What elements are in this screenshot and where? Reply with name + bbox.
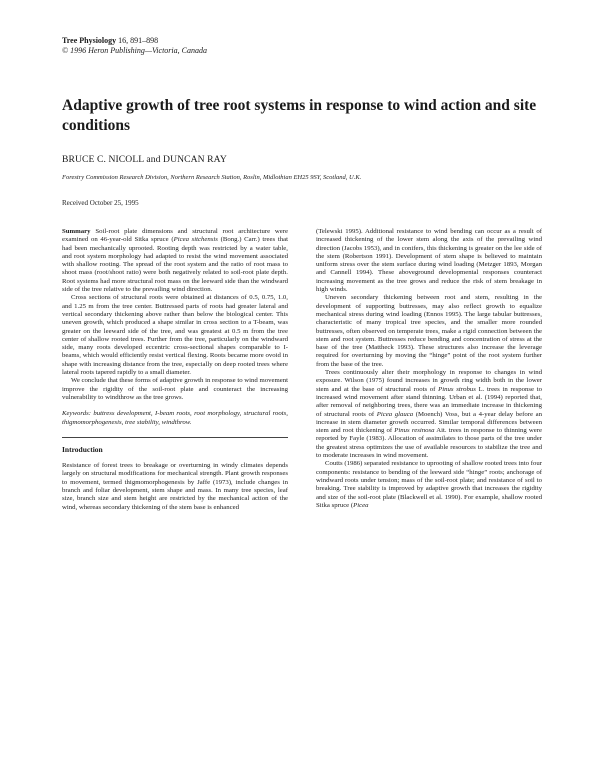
- right-column: [316, 228, 542, 510]
- body-text: Ait. trees in response to thinning were reported by Fayle (1983). Allocation of assimilates to those parts of the tree under the greatest stress optimizes the use of available resources to stabilize the tree and to moderate increases in wind movement.: [316, 427, 543, 460]
- body-text: Trees continuously alter their morphology in response to changes in wind exposure. Wilson (1975) found increases in growth ring width both in the lower stem and at the base of structural roots of: [316, 369, 542, 393]
- left-column: [62, 228, 288, 512]
- introduction-paragraph-1: Resistance of forest trees to breakage or overturning in windy climates depends largely on structural modifications for mechanical strength. Plant growth responses to movement, termed thigmomorphogenesis by Jaffe (1973), include changes in branch and foliar development, stem shape and mass. In many tree species, leaf size, branch size and stem height are restricted by the mechanical action of the wind, whereas secondary thickening of the stem base is enhanced: [62, 462, 288, 511]
- journal-citation: 16, 891–898: [118, 36, 159, 45]
- species-name: Picea glauca: [376, 410, 414, 418]
- section-divider: [62, 437, 288, 438]
- copyright-line: © 1996 Heron Publishing—Victoria, Canada: [62, 46, 207, 55]
- summary-text: (Bong.) Carr.) trees that had been mechanically uprooted. Rooting depth was restricted by a water table, and root system morphology had adapted to resist the wind movement associated with shallow rooting. The spread of the root system and the ratio of root mass to shoot mass (root/shoot ratio) were both negatively related to soil-root plate depth. Root systems had more structural root mass on the leeward side than the windward side of the tree relative to the prevailing wind direction.: [62, 236, 288, 294]
- summary-paragraph-3: We conclude that these forms of adaptive growth in response to wind movement improve the rigidity of the soil-root plate and counteract the increasing vulnerability to windthrow as the tree grows.: [62, 377, 288, 401]
- summary-label: Summary: [62, 228, 91, 235]
- body-paragraph-1: (Telewski 1995). Additional resistance to wind bending can occur as a result of increased thickening of the lower stem along the axis of the prevailing wind direction (Jacobs 1953), and in conifers, this thickening is greater on the lee side of the stem (Robertson 1991). Development of stem shape is believed to maintain uniform stress over the stem surface during wind loading (Metzger 1893, Morgan and Cannell 1994). These aboveground developmental responses counteract increasing movement as the tree grows and reduce the risk of stem breakage in high winds.: [316, 228, 542, 294]
- journal-name: Tree Physiology: [62, 36, 117, 45]
- body-text: Coutts (1986) separated resistance to uprooting of shallow rooted trees into four components: resistance to bending of the leeward side “hinge” roots; anchorage of windward roots under tension; mass of the soil-root plate; and resistance of soil to breaking. Tree stability is improved by adaptive growth that increases the rigidity and size of the soil-root plate (Blackwell et al. 1990). For example, shallow rooted Sitka spruce (: [316, 460, 542, 509]
- species-name: Pinus strobus: [438, 385, 476, 393]
- body-text: L. trees in response to increased wind movement after stand thinning. Urban et al. (1994) reported that, after removal of neighboring trees, there was an immediate increase in thickening of structural roots of: [316, 385, 543, 418]
- body-text: (Moench) Voss, but a 4-year delay before an increase in stem diameter growth occurred. Similar temporal differences between stem and root thickening of: [316, 410, 542, 435]
- authors: BRUCE C. NICOLL and DUNCAN RAY: [62, 154, 227, 165]
- summary-paragraph-1: [62, 228, 288, 294]
- species-name: Pinus resinosa: [394, 427, 435, 435]
- body-paragraph-2: Uneven secondary thickening between root and stem, resulting in the development of supporting buttresses, may also reflect growth to equalize mechanical stress during wind loading (Ennos 1995). The large tabular buttresses, characteristic of many tropical tree species, and the smaller more rounded buttresses, often observed on temperate trees, make a rigid connection between the stem and root system. Buttresses reduce bending and concentration of stress at the base of the tree (Mattheck 1993). These structures also increase the leverage required for overturning by moving the “hinge” point of the root system further from the base of the tree.: [316, 294, 542, 368]
- keywords-text: buttress development, I-beam roots, root morphology, structural roots, thigmomorphogenesis, tree stability, windthrow.: [62, 410, 288, 426]
- summary-text: Soil-root plate dimensions and structural root architecture were examined on 46-year-old Sitka spruce (: [62, 228, 288, 244]
- species-name: Picea sitchensis: [173, 236, 218, 244]
- section-heading-introduction: Introduction: [62, 444, 103, 454]
- journal-header: [62, 36, 207, 56]
- body-paragraph-4: [316, 460, 542, 510]
- keywords: [62, 410, 288, 427]
- paper-title: Adaptive growth of tree root systems in response to wind action and site conditions: [62, 97, 537, 134]
- received-date: Received October 25, 1995: [62, 199, 139, 207]
- affiliation: Forestry Commission Research Division, Northern Research Station, Roslin, Midlothian EH25 9SY, Scotland, U.K.: [62, 174, 362, 181]
- summary-paragraph-2: Cross sections of structural roots were obtained at distances of 0.5, 0.75, 1.0, and 1.25 m from the tree center. Buttressed parts of roots had greater lateral and vertical secondary thickening above rather than below the biological center. This uneven growth, which produced a shape similar in cross section to a T-beam, was greater on the leeward side of the tree, and was greatest at 0.5 m from the tree center of shallow rooted trees. Further from the tree, particularly on the windward side, many roots developed eccentric cross-sectional shapes comparable to I-beams, which would efficiently resist vertical flexing. Roots became more ovoid in shape with increasing distance from the tree, especially on deep rooted trees where lateral roots tapered rapidly to a small diameter.: [62, 294, 288, 377]
- species-name: Picea: [353, 501, 369, 509]
- body-paragraph-3: [316, 369, 542, 460]
- keywords-label: Keywords:: [62, 410, 91, 418]
